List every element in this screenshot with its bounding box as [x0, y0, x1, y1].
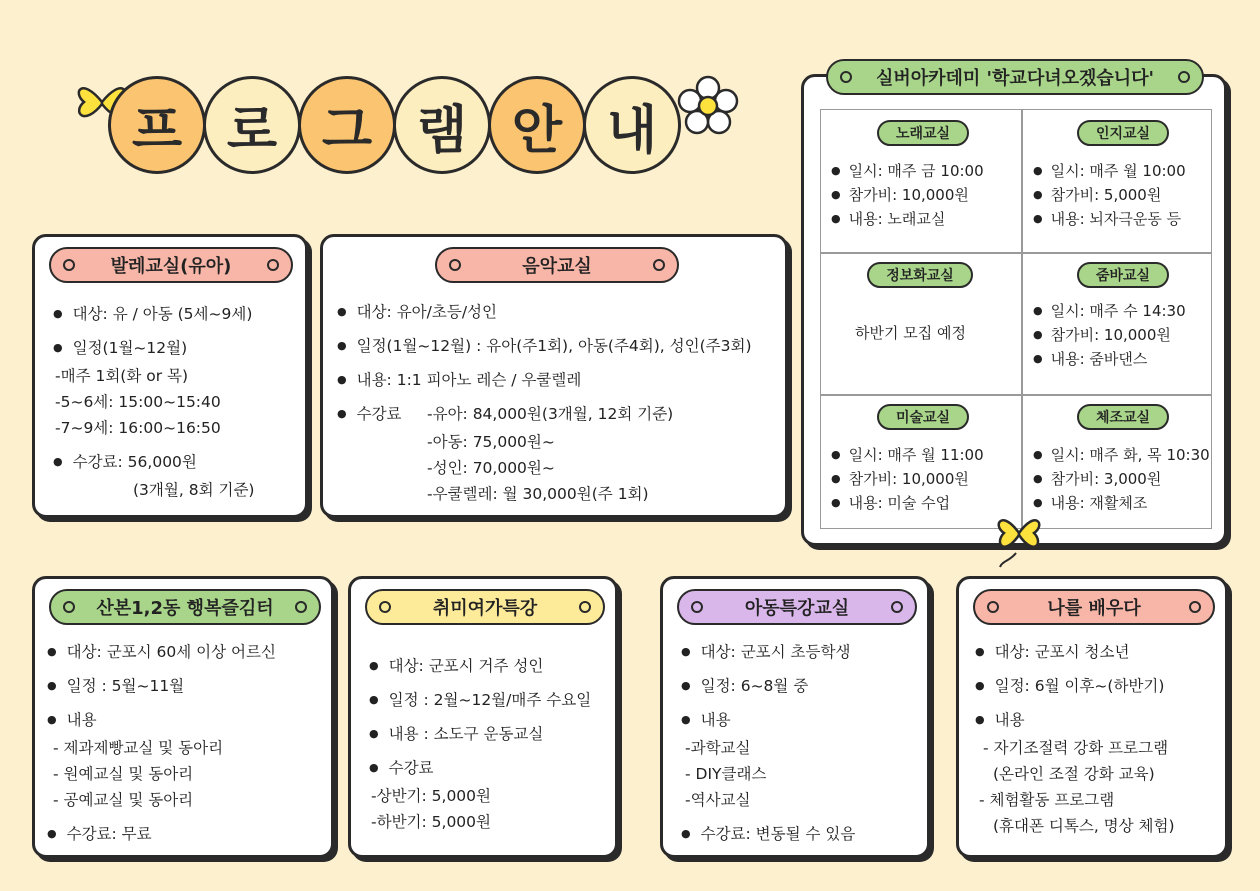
cell-info: 하반기 모집 예정: [855, 324, 966, 342]
happy-info: [47, 639, 276, 849]
list-item: - 제과제빵교실 및 동아리: [53, 739, 224, 757]
list-item: -상반기: 5,000원: [371, 787, 492, 805]
cell-title: 줌바교실: [1077, 262, 1169, 288]
music-info: [337, 299, 752, 507]
list-item: ● 대상: 군포시 거주 성인: [369, 653, 591, 681]
list-item: (휴대폰 디톡스, 명상 체험): [993, 817, 1175, 835]
cell-title: 인지교실: [1077, 120, 1169, 146]
list-item: ● 내용: [47, 707, 276, 735]
list-item: ● 대상: 유아/초등/성인: [337, 299, 752, 327]
music-card: [320, 234, 788, 518]
list-item: -성인: 70,000원~: [427, 459, 555, 477]
ballet-card: [32, 234, 308, 518]
happy-title: 산본1,2동 행복즐김터: [96, 598, 274, 619]
cell-title: 미술교실: [877, 404, 969, 430]
music-header: [435, 247, 679, 283]
list-item: -매주 1회(화 or 목): [55, 367, 189, 385]
butterfly-icon: [994, 507, 1044, 571]
list-item: - 체험활동 프로그램: [979, 791, 1115, 809]
flower-icon: [676, 74, 740, 138]
list-item: ● 일정 : 5월~11월: [47, 673, 276, 701]
list-item: ● 수강료: [337, 401, 427, 429]
list-item: ● 대상: 유 / 아동 (5세~9세): [53, 301, 254, 329]
list-item: -아동: 75,000원~: [427, 433, 555, 451]
list-item: - 공예교실 및 동아리: [53, 791, 194, 809]
title-char: 내: [583, 76, 681, 174]
list-item: -유아: 84,000원(3개월, 12회 기준): [427, 405, 674, 423]
list-item: ● 수강료: 56,000원: [53, 449, 254, 477]
list-item: ● 수강료: 무료: [47, 821, 276, 849]
ballet-info: [53, 301, 254, 503]
list-item: -하반기: 5,000원: [371, 813, 492, 831]
kids-card: [660, 576, 930, 858]
cell-title: 정보화교실: [867, 262, 973, 288]
cell-info: ● 일시: 매주 월 10:00 ● 참가비: 5,000원 ● 내용: 뇌자극운동 등: [1033, 160, 1186, 232]
cell-info: ● 일시: 매주 월 11:00 ● 참가비: 10,000원 ● 내용: 미술 수업: [831, 444, 984, 516]
list-item: ● 내용: [681, 707, 855, 735]
list-item: ● 내용: [975, 707, 1175, 735]
cell-info: ● 일시: 매주 금 10:00 ● 참가비: 10,000원 ● 내용: 노래교실: [831, 160, 984, 232]
title-char: 안: [488, 76, 586, 174]
list-item: ● 일정(1월~12월): [53, 335, 254, 363]
list-item: ● 일정 : 2월~12월/매주 수요일: [369, 687, 591, 715]
hobby-info: [369, 653, 591, 835]
title-char: 프: [108, 76, 206, 174]
list-item: - 자기조절력 강화 프로그램: [983, 739, 1169, 757]
list-item: (온라인 조절 강화 교육): [993, 765, 1155, 783]
kids-header: [677, 589, 917, 625]
kids-title: 아동특강교실: [744, 598, 850, 619]
ballet-header: [49, 247, 293, 283]
list-item: ● 일정: 6월 이후~(하반기): [975, 673, 1175, 701]
cell-info: ● 일시: 매주 수 14:30 ● 참가비: 10,000원 ● 내용: 줌바댄스: [1033, 300, 1186, 372]
silver-title: 실버아카데미 '학교다녀오겠습니다': [875, 68, 1155, 89]
happy-card: [32, 576, 334, 858]
silver-grid: [820, 109, 1212, 529]
page-title: [70, 62, 770, 182]
list-item: -우쿨렐레: 월 30,000원(주 1회): [427, 485, 649, 503]
cell-title: 노래교실: [877, 120, 969, 146]
list-item: -과학교실: [685, 739, 751, 757]
list-item: ● 내용 : 소도구 운동교실: [369, 721, 591, 749]
ballet-title: 발레교실(유아): [110, 256, 232, 277]
list-item: ● 대상: 군포시 초등학생: [681, 639, 855, 667]
silver-card: [801, 68, 1227, 546]
hobby-header: [365, 589, 605, 625]
list-item: ● 대상: 군포시 60세 이상 어르신: [47, 639, 276, 667]
list-item: -7~9세: 16:00~16:50: [55, 419, 221, 437]
grow-info: [975, 639, 1175, 839]
list-item: - DIY클래스: [685, 765, 767, 783]
cell-info: ● 일시: 매주 화, 목 10:30 ● 참가비: 3,000원 ● 내용: 재활체조: [1033, 444, 1210, 516]
kids-info: [681, 639, 855, 849]
grow-header: [973, 589, 1215, 625]
grow-title: 나를 배우다: [1047, 598, 1141, 619]
list-item: ● 수강료: [369, 755, 591, 783]
hobby-card: [348, 576, 618, 858]
list-item: ● 수강료: 변동될 수 있음: [681, 821, 855, 849]
hobby-title: 취미여가특강: [432, 598, 538, 619]
list-item: ● 대상: 군포시 청소년: [975, 639, 1175, 667]
list-item: ● 일정: 6~8월 중: [681, 673, 855, 701]
list-item: ● 일정(1월~12월) : 유아(주1회), 아동(주4회), 성인(주3회): [337, 333, 752, 361]
title-char: 램: [393, 76, 491, 174]
happy-header: [49, 589, 321, 625]
title-char: 그: [298, 76, 396, 174]
list-item: -5~6세: 15:00~15:40: [55, 393, 221, 411]
list-item: (3개월, 8회 기준): [133, 481, 255, 499]
cell-title: 체조교실: [1077, 404, 1169, 430]
list-item: - 원예교실 및 동아리: [53, 765, 194, 783]
list-item: ● 내용: 1:1 피아노 레슨 / 우쿨렐레: [337, 367, 752, 395]
title-char: 로: [203, 76, 301, 174]
grow-card: [956, 576, 1228, 858]
silver-header: [826, 59, 1204, 95]
music-title: 음악교실: [522, 256, 592, 277]
list-item: -역사교실: [685, 791, 751, 809]
